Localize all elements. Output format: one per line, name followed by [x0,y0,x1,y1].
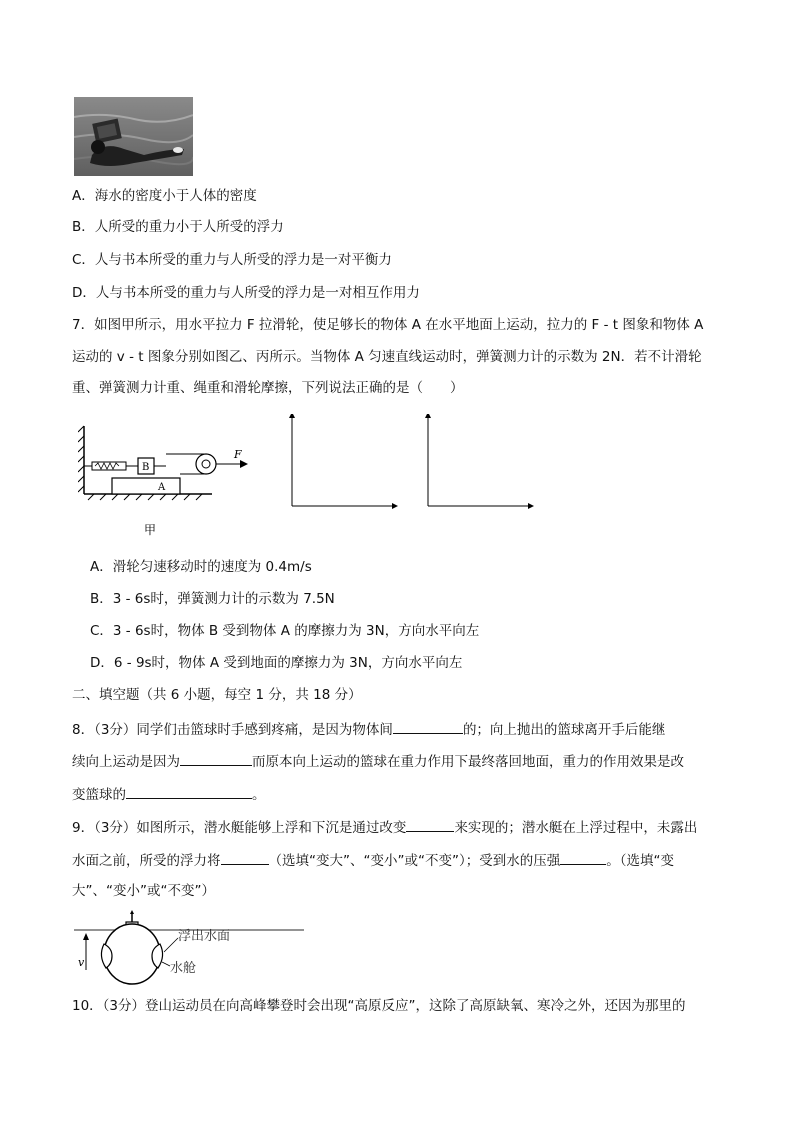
label-surface: 浮出水面 [178,929,231,944]
q8-line-1 [72,719,665,740]
q7-stem-line-2: 运动的 v - t 图象分别如图乙、丙所示。当物体 A 匀速直线运动时，弹簧测力计的示数为 2N．若不计滑轮 [72,349,702,365]
q8-text-3a: 变篮球的 [72,787,126,803]
q8-text-3b: 。 [252,787,266,803]
pulley-apparatus-figure [78,414,250,544]
label-f: F [234,448,242,461]
ft-axes [289,414,398,509]
velocity-label: v [78,956,85,969]
q7-option-a: A．滑轮匀速移动时的速度为 0.4m/s [90,559,312,575]
q8-blank-1[interactable] [393,719,463,734]
q9-text-2a: 水面之前，所受的浮力将 [72,853,221,869]
q6-option-d: D．人与书本所受的重力与人所受的浮力是一对相互作用力 [72,285,420,301]
q9-line-2 [72,850,674,871]
q10-line-1: 10．（3分）登山运动员在向高峰攀登时会出现“高原反应”，这除了高原缺氧、寒冷之外，还因为那里的 [72,998,686,1014]
vt-axes [425,414,534,509]
q9-text-1b: 来实现的；潜水艇在上浮过程中，未露出 [454,820,698,836]
q6-option-c: C．人与书本所受的重力与人所受的浮力是一对平衡力 [72,252,392,268]
q6-option-a: A．海水的密度小于人体的密度 [72,188,257,204]
q7-option-d: D．6 - 9s时，物体 A 受到地面的摩擦力为 3N，方向水平向左 [90,655,463,671]
caption-jia: 甲 [144,523,157,537]
q9-text-1a: 9．（3分）如图所示，潜水艇能够上浮和下沉是通过改变 [72,820,407,836]
q9-line-3: 大”、“变小”或“不变”） [72,883,215,899]
block-a [112,478,180,494]
q9-line-1 [72,817,697,838]
q9-blank-1[interactable] [406,817,454,832]
q8-text-2a: 续向上运动是因为 [72,754,180,770]
q7-stem-line-1: 7．如图甲所示，用水平拉力 F 拉滑轮，使足够长的物体 A 在水平地面上运动，拉力的 F - t 图象和物体 A [72,317,704,333]
q8-line-2 [72,751,684,772]
q8-line-3 [72,784,266,805]
q6-option-b: B．人所受的重力小于人所受的浮力 [72,219,284,235]
label-b: B [142,462,150,473]
label-water-tank: 水舱 [170,961,197,976]
submarine-figure [74,908,304,990]
q7-option-c: C．3 - 6s时，物体 B 受到物体 A 的摩擦力为 3N，方向水平向左 [90,623,480,639]
q8-text-2b: 而原本向上运动的篮球在重力作用下最终落回地面，重力的作用效果是改 [252,754,684,770]
vt-chart [410,414,536,544]
q8-text-1a: 8．（3分）同学们击篮球时手感到疼痛，是因为物体间 [72,722,393,738]
q8-blank-3[interactable] [126,784,252,799]
label-a: A [158,482,166,493]
q7-stem-line-3: 重、弹簧测力计重、绳重和滑轮摩擦，下列说法正确的是（ ） [72,380,464,396]
floating-reader-photo [74,97,193,176]
q7-option-b: B．3 - 6s时，弹簧测力计的示数为 7.5N [90,591,335,607]
spring-balance [92,462,126,470]
q8-text-1b: 的；向上抛出的篮球离开手后能继 [462,722,666,738]
q9-text-2c: 。（选填“变 [606,853,674,869]
q9-blank-2[interactable] [221,850,269,865]
section-heading-fill-blank: 二、填空题（共 6 小题，每空 1 分，共 18 分） [72,687,362,703]
q8-blank-2[interactable] [180,751,252,766]
q9-text-2b: （选填“变大”、“变小”或“不变”）；受到水的压强 [268,853,561,869]
q9-blank-3[interactable] [560,850,606,865]
ft-chart [276,414,400,544]
